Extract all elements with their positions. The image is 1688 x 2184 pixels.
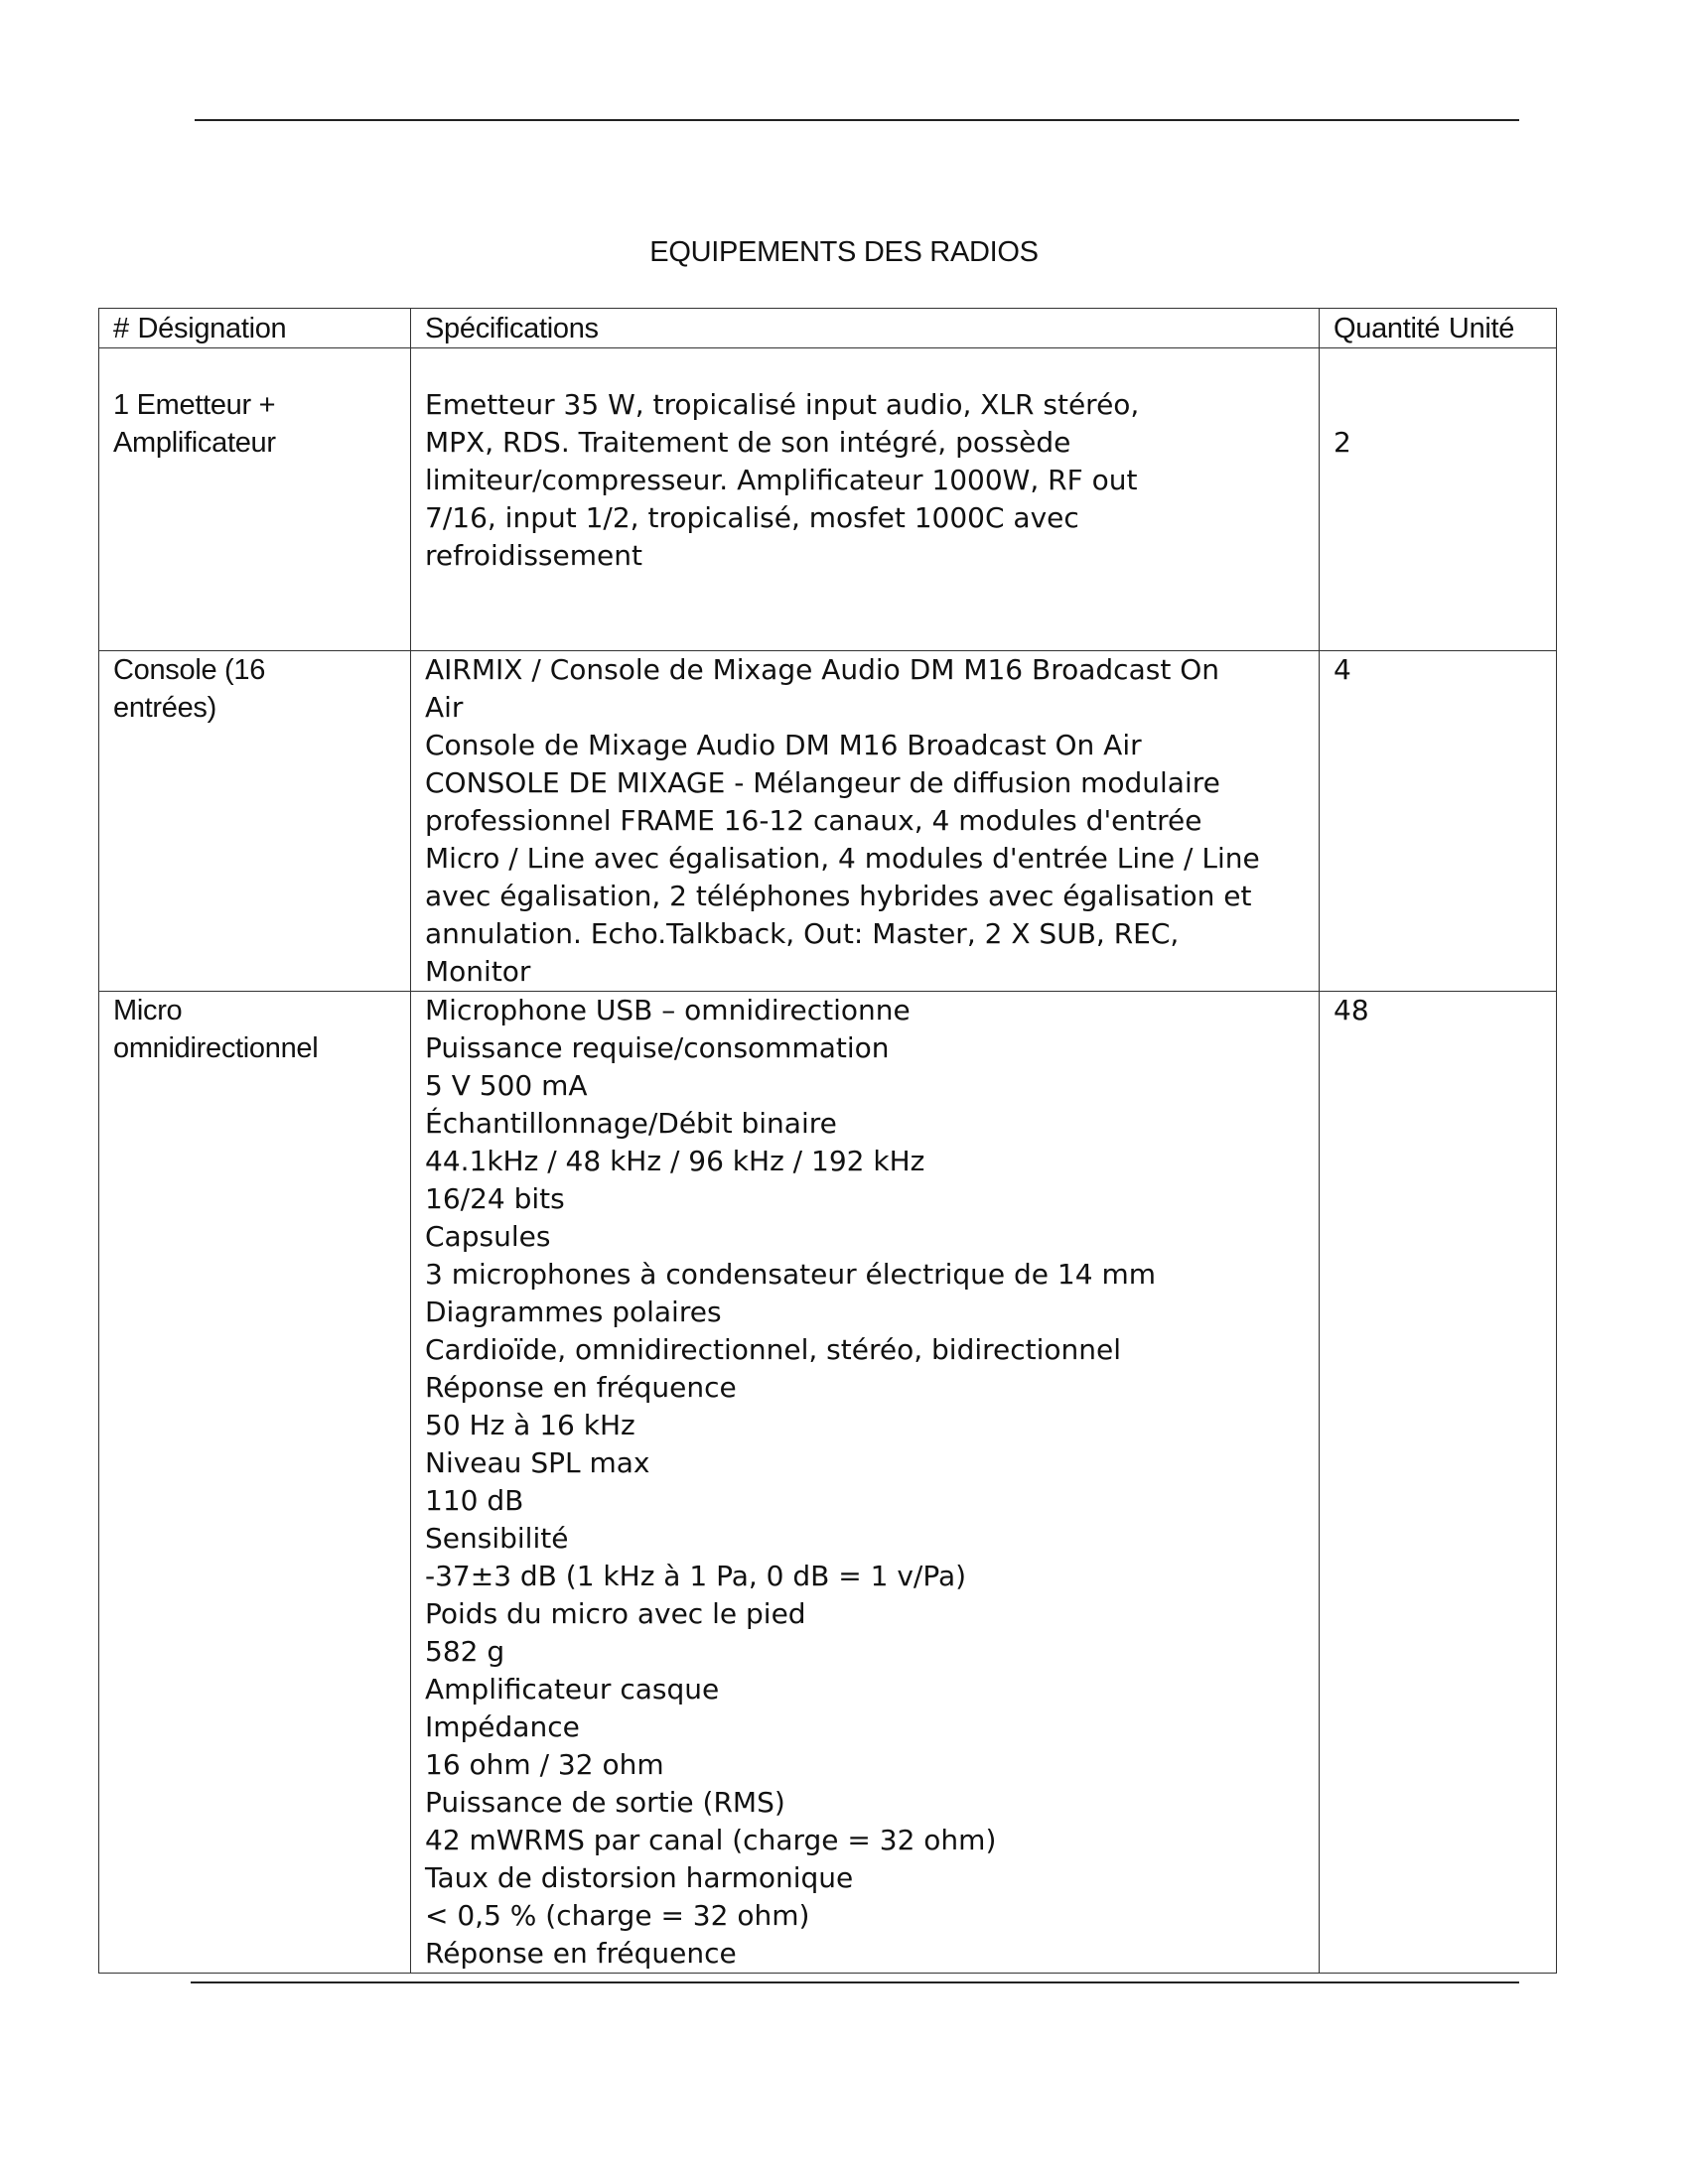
page-title: EQUIPEMENTS DES RADIOS [649,236,1039,268]
header-quantity-label: Quantité [1334,313,1441,344]
header-unit-label: Unité [1448,313,1515,344]
quantity-cell [1320,992,1557,1974]
table-header-row [99,309,1557,348]
designation-cell [99,992,411,1974]
text-line: Taux de distorsion harmonique [425,1861,854,1894]
text-line: limiteur/compresseur. Amplificateur 1000W, RF out [425,464,1138,496]
text-line: 44.1kHz / 48 kHz / 96 kHz / 192 kHz [425,1145,925,1177]
text-line: Amplificateur [113,427,276,459]
text-line: MPX, RDS. Traitement de son intégré, possède [425,426,1071,459]
text-line: Impédance [425,1710,580,1743]
text-line: refroidissement [425,539,642,572]
text-line: CONSOLE DE MIXAGE - Mélangeur de diffusion modulaire [425,766,1220,799]
text-line: Réponse en fréquence [425,1371,737,1404]
header-rule [195,119,1519,121]
text-line: -37±3 dB (1 kHz à 1 Pa, 0 dB = 1 v/Pa) [425,1560,967,1592]
footer-rule [191,1981,1519,1983]
text-line: Console de Mixage Audio DM M16 Broadcast On Air [425,729,1142,761]
specifications-cell [411,348,1320,651]
specifications-cell [411,651,1320,992]
text-line: 16/24 bits [425,1182,565,1215]
text-line: Air [425,691,464,724]
designation-cell [99,348,411,651]
text-line: 110 dB [425,1484,524,1517]
quantity-value: 4 [1334,653,1351,686]
text-line: Puissance requise/consommation [425,1031,890,1064]
specifications-cell [411,992,1320,1974]
text-line: Poids du micro avec le pied [425,1597,806,1630]
header-designation [99,309,411,348]
designation-cell [99,651,411,992]
quantity-cell [1320,651,1557,992]
table-row [99,651,1557,992]
text-line: 16 ohm / 32 ohm [425,1748,664,1781]
table-row [99,348,1557,651]
quantity-value: 2 [1334,426,1351,459]
table-row [99,992,1557,1974]
text-line: Microphone USB – omnidirectionne [425,994,911,1026]
text-line: < 0,5 % (charge = 32 ohm) [425,1899,810,1932]
text-line: avec égalisation, 2 téléphones hybrides avec égalisation et [425,880,1252,912]
text-line: Monitor [425,955,531,988]
text-line: AIRMIX / Console de Mixage Audio DM M16 Broadcast On [425,653,1219,686]
text-line: Micro [113,995,183,1026]
text-line: annulation. Echo.Talkback, Out: Master, 2 X SUB, REC, [425,917,1180,950]
text-line: 50 Hz à 16 kHz [425,1409,635,1441]
quantity-cell [1320,348,1557,651]
text-line: Capsules [425,1220,551,1253]
header-hash: # [113,313,129,344]
text-line: Diagrammes polaires [425,1296,722,1328]
text-line: omnidirectionnel [113,1032,319,1064]
text-line: Niveau SPL max [425,1446,650,1479]
quantity-value: 48 [1334,994,1369,1026]
text-line: Échantillonnage/Débit binaire [425,1107,837,1140]
equipment-table [98,308,1557,1974]
header-designation-label: Désignation [137,313,287,344]
text-line: Amplificateur casque [425,1673,720,1706]
text-line: Console (16 [113,654,266,686]
text-line: 7/16, input 1/2, tropicalisé, mosfet 1000C avec [425,501,1079,534]
text-line: entrées) [113,692,216,724]
header-specifications [411,309,1320,348]
text-line: professionnel FRAME 16-12 canaux, 4 modules d'entrée [425,804,1202,837]
text-line: Cardioïde, omnidirectionnel, stéréo, bidirectionnel [425,1333,1122,1366]
text-line: Sensibilité [425,1522,569,1555]
text-line: 1 Emetteur + [113,389,276,421]
header-quantity-unit [1320,309,1557,348]
text-line: 582 g [425,1635,505,1668]
text-line: 42 mWRMS par canal (charge = 32 ohm) [425,1824,997,1856]
text-line: Micro / Line avec égalisation, 4 modules d'entrée Line / Line [425,842,1260,875]
text-line: 5 V 500 mA [425,1069,588,1102]
text-line: Réponse en fréquence [425,1937,737,1970]
text-line: 3 microphones à condensateur électrique de 14 mm [425,1258,1157,1291]
header-specifications-label: Spécifications [425,313,599,344]
text-line: Emetteur 35 W, tropicalisé input audio, XLR stéréo, [425,388,1140,421]
text-line: Puissance de sortie (RMS) [425,1786,785,1819]
